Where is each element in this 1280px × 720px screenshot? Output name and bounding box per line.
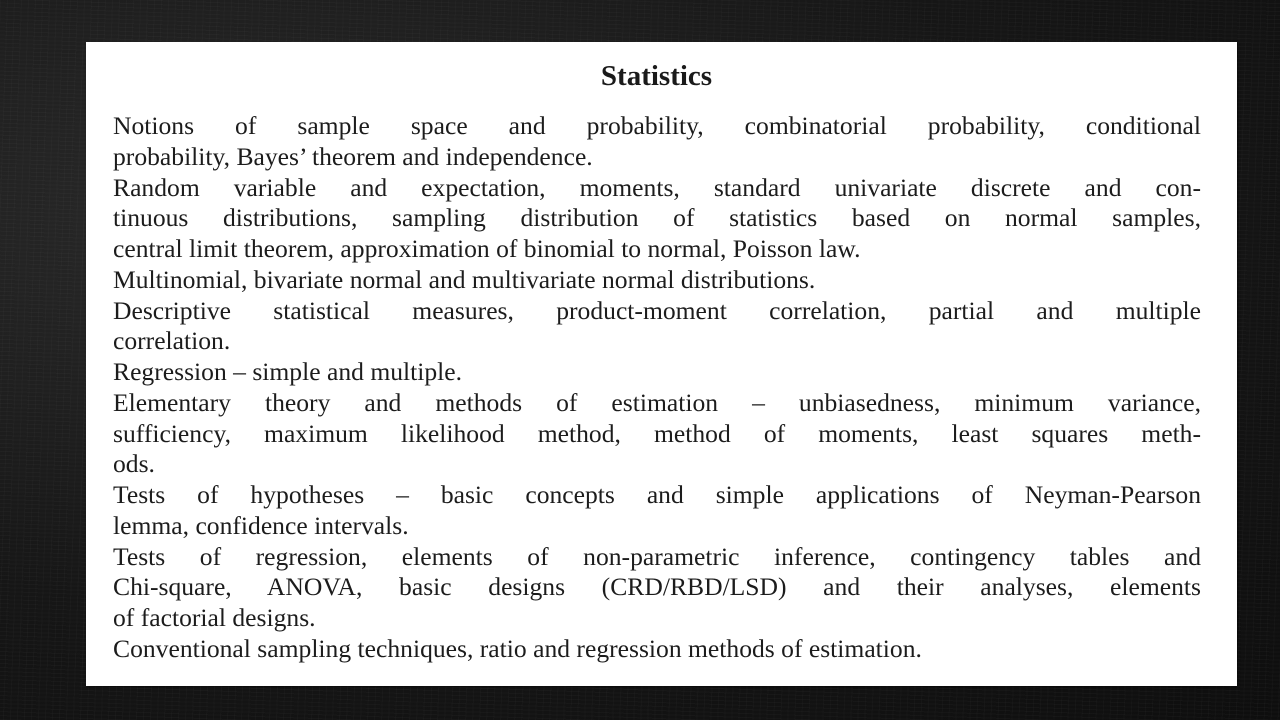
text-line: Elementary theory and methods of estimation – unbiasedness, minimum variance,: [113, 387, 1201, 417]
text-line: Regression – simple and multiple.: [113, 357, 463, 386]
text-line: Multinomial, bivariate normal and multivariate normal distributions.: [113, 264, 816, 294]
text-line: tinuous distributions, sampling distribution of statistics based on normal samples,: [113, 203, 1201, 233]
text-line: Chi-square, ANOVA, basic designs (CRD/RBD/LSD) and their analyses, elements: [113, 572, 1201, 602]
text-line: of factorial designs.: [113, 603, 316, 632]
text-line: correlation.: [113, 326, 231, 356]
text-line: Conventional sampling techniques, ratio and regression methods of estimation.: [113, 633, 922, 663]
text-line: Descriptive statistical measures, product-moment correlation, partial and multiple: [113, 295, 1201, 325]
syllabus-body: [113, 111, 1201, 665]
text-line: Tests of regression, elements of non-parametric inference, contingency tables and: [113, 541, 1201, 571]
text-line: central limit theorem, approximation of binomial to normal, Poisson law.: [113, 234, 861, 263]
text-line: sufficiency, maximum likelihood method, method of moments, least squares meth-: [113, 418, 1201, 448]
text-line: ods.: [113, 449, 155, 479]
text-line: Tests of hypotheses – basic concepts and simple applications of Neyman-Pearson: [113, 480, 1201, 509]
page-title: Statistics: [600, 60, 713, 92]
text-line: lemma, confidence intervals.: [113, 510, 409, 540]
text-line: Notions of sample space and probability, combinatorial probability, conditional: [113, 111, 1201, 140]
text-line: probability, Bayes’ theorem and independence.: [113, 141, 593, 171]
syllabus-page: [86, 42, 1237, 686]
text-line: Random variable and expectation, moments, standard univariate discrete and con-: [113, 172, 1201, 202]
